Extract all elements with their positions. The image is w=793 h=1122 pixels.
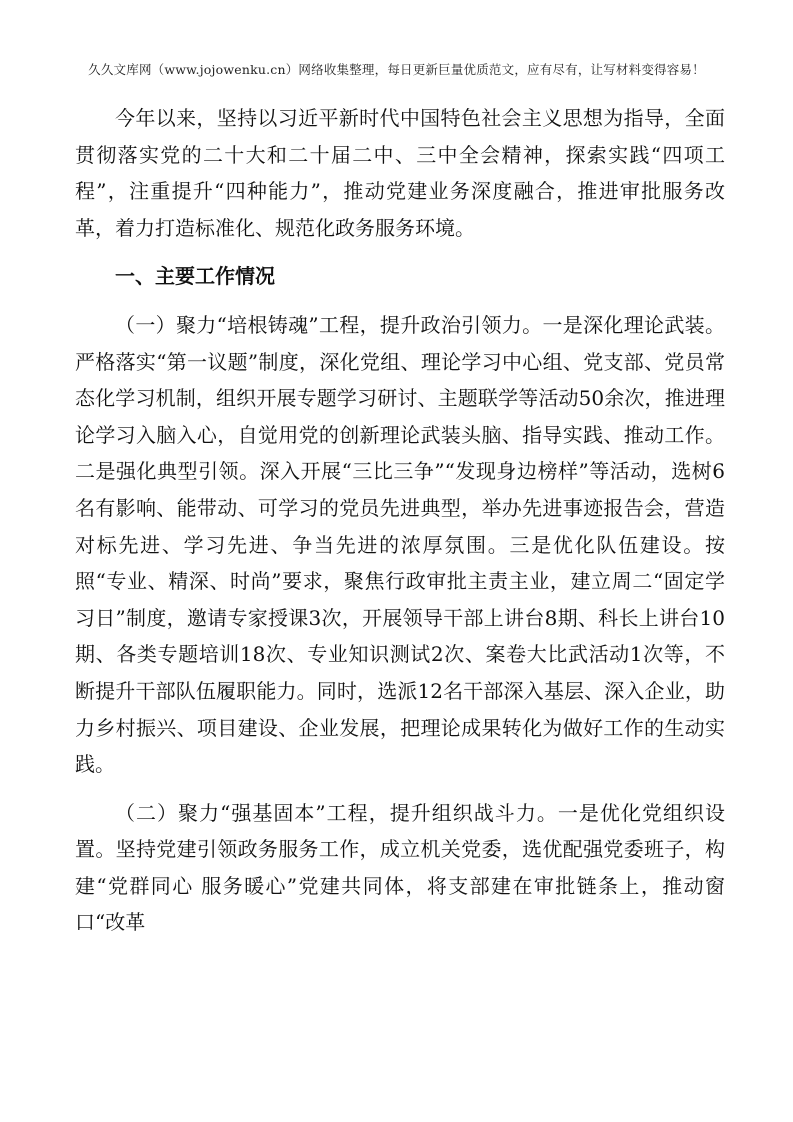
document-body: [75, 100, 725, 953]
paragraph-1: （一）聚力“培根铸魂”工程，提升政治引领力。一是深化理论武装。严格落实“第一议题”制度，深化党组、理论学习中心组、党支部、党员常态化学习机制，组织开展专题学习研讨、主题联学等活动50余次，推进理论学习入脑入心，自觉用党的创新理论武装头脑、指导实践、推动工作。二是强化典型引领。深入开展“三比三争”“发现身边榜样”等活动，选树6名有影响、能带动、可学习的党员先进典型，举办先进事迹报告会，营造对标先进、学习先进、争当先进的浓厚氛围。三是优化队伍建设。按照“专业、精深、时尚”要求，聚焦行政审批主责主业，建立周二“固定学习日”制度，邀请专家授课3次，开展领导干部上讲台8期、科长上讲台10期、各类专题培训18次、专业知识测试2次、案卷大比武活动1次等，不断提升干部队伍履职能力。同时，选派12名干部深入基层、深入企业，助力乡村振兴、项目建设、企业发展，把理论成果转化为做好工作的生动实践。: [75, 312, 725, 777]
paragraph-2: （二）聚力“强基固本”工程，提升组织战斗力。一是优化党组织设置。坚持党建引领政务服务工作，成立机关党委，选优配强党委班子，构建“党群同心 服务暖心”党建共同体，将支部建在审批链条上，推动窗口“改革: [75, 800, 725, 935]
intro-paragraph: 今年以来，坚持以习近平新时代中国特色社会主义思想为指导，全面贯彻落实党的二十大和二十届二中、三中全会精神，探索实践“四项工程”，注重提升“四种能力”，推动党建业务深度融合，推进审批服务改革，着力打造标准化、规范化政务服务环境。: [75, 106, 725, 240]
section-heading: 一、主要工作情况: [115, 264, 275, 289]
page-header-notice: 久久文库网（www.jojowenku.cn）网络收集整理，每日更新巨量优质范文，应有尽有，让写材料变得容易！: [88, 62, 705, 77]
